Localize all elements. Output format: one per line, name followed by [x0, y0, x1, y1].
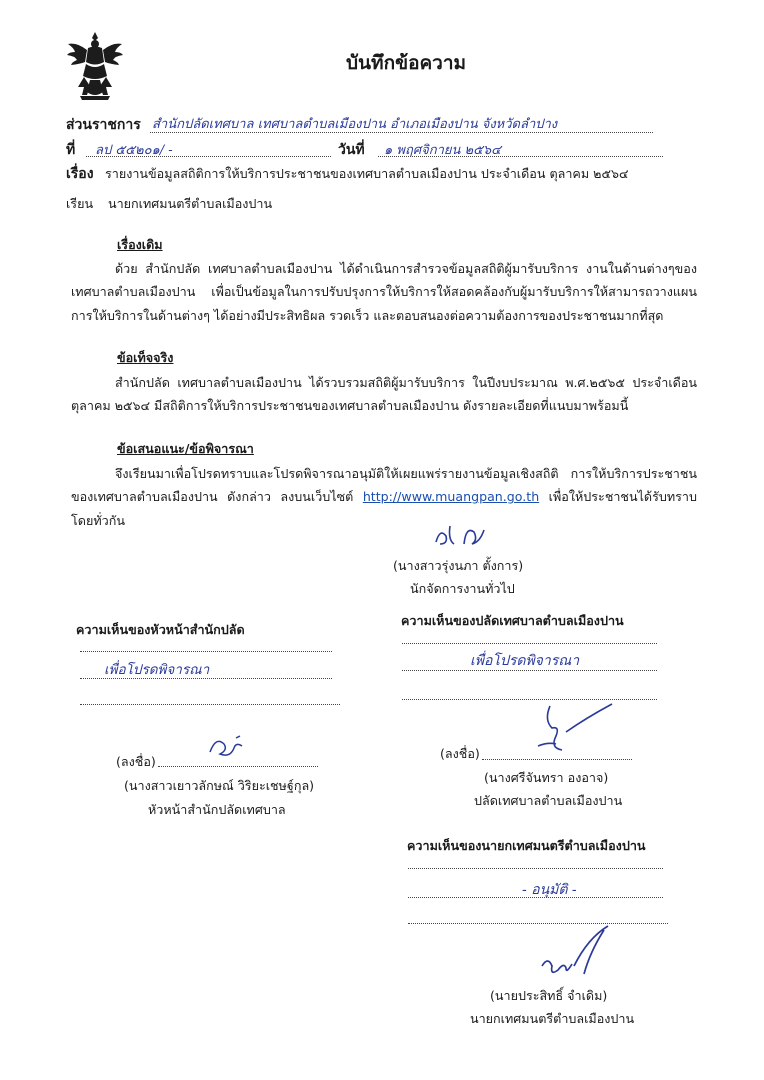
deputy-position: ปลัดเทศบาลตำบลเมืองปาน [474, 793, 623, 808]
website-link[interactable]: http://www.muangpan.go.th [362, 489, 540, 505]
office-head-name: (นางสาวเยาวลักษณ์ วิริยะเชษฐ์กุล) [124, 778, 315, 793]
subject-value: รายงานข้อมูลสถิติการให้บริการประชาชนของเทศบาลตำบลเมืองปาน ประจำเดือน ตุลาคม ๒๕๖๔ [105, 166, 629, 181]
facts-paragraph [71, 371, 697, 418]
facts-heading: ข้อเท็จจริง [117, 350, 174, 365]
author-position: นักจัดการงานทั่วไป [410, 581, 515, 596]
agency-label: ส่วนราชการ [66, 117, 141, 133]
mayor-name: (นายประสิทธิ์ จำเดิม) [490, 988, 608, 1003]
to-label: เรียน [66, 196, 94, 211]
ref-label: ที่ [66, 142, 76, 158]
proposal-text-2: เพื่อให้ประชาชนได้รับทราบ โดยทั่วกัน [71, 489, 697, 528]
deputy-name: (นางศรีจันทรา องอาจ) [484, 770, 609, 785]
deputy-heading: ความเห็นของปลัดเทศบาลตำบลเมืองปาน [401, 613, 624, 628]
background-text: ด้วย สำนักปลัด เทศบาลตำบลเมืองปาน ได้ดำเนินการสำรวจข้อมูลสถิติผู้มารับบริการ งานในด้านต่างๆของเทศบาลตำบลเมืองปาน เพื่อเป็นข้อมูลในการปรับปรุงการให้บริการให้สอดคล้องกับผู้มารับบริการให้สามารถวางแผนการให้บริการในด้านต่างๆ ได้อย่างมีประสิทธิผล รวดเร็ว และตอบสนองต่อความต้องการของประชาชนมากที่สุด [71, 261, 697, 323]
deputy-sign-label: (ลงชื่อ) [440, 746, 480, 761]
office-head-position: หัวหน้าสำนักปลัดเทศบาล [148, 802, 286, 817]
subject-label: เรื่อง [66, 166, 94, 182]
date-label: วันที่ [338, 142, 365, 158]
author-signature-icon [430, 520, 494, 554]
office-head-sign-label: (ลงชื่อ) [116, 754, 156, 769]
ref-value: ลป ๕๕๒๐๑/ - [95, 143, 173, 158]
proposal-paragraph [71, 462, 697, 532]
date-value: ๑ พฤศจิกายน ๒๕๖๔ [384, 143, 501, 158]
proposal-text-1: จึงเรียนมาเพื่อโปรดทราบและโปรดพิจารณาอนุมัติให้เผยแพร่รายงานข้อมูลเชิงสถิติ การให้บริการประชาชนของเทศบาลตำบลเมืองปาน ดังกล่าว ลงบนเว็บไซต์ [71, 466, 697, 505]
to-value: นายกเทศมนตรีตำบลเมืองปาน [108, 196, 273, 211]
mayor-handwritten: - อนุมัติ - [522, 882, 577, 898]
author-name: (นางสาวรุ่งนภา ตั้งการ) [393, 558, 524, 573]
office-head-handwritten: เพื่อโปรดพิจารณา [104, 662, 210, 678]
facts-text: สำนักปลัด เทศบาลตำบลเมืองปาน ได้รวบรวมสถิติผู้มารับบริการ ในปีงบประมาณ พ.ศ.๒๕๖๕ ประจำเดือน ตุลาคม ๒๕๖๔ มีสถิติการให้บริการประชาชนของเทศบาลตำบลเมืองปาน ดังรายละเอียดที่แนบมาพร้อมนี้ [71, 375, 697, 414]
mayor-heading: ความเห็นของนายกเทศมนตรีตำบลเมืองปาน [407, 838, 646, 853]
office-head-signature-icon [206, 732, 250, 762]
office-head-heading: ความเห็นของหัวหน้าสำนักปลัด [76, 622, 245, 637]
deputy-signature-icon [532, 700, 616, 754]
background-paragraph [71, 257, 697, 327]
proposal-heading: ข้อเสนอแนะ/ข้อพิจารณา [117, 441, 254, 456]
mayor-signature-icon [534, 924, 616, 980]
memo-title: บันทึกข้อความ [346, 52, 467, 74]
agency-value: สำนักปลัดเทศบาล เทศบาลตำบลเมืองปาน อำเภอเมืองปาน จังหวัดลำปาง [152, 117, 558, 132]
background-heading: เรื่องเดิม [117, 237, 163, 252]
garuda-emblem-icon [66, 30, 124, 102]
mayor-position: นายกเทศมนตรีตำบลเมืองปาน [470, 1011, 635, 1026]
deputy-handwritten: เพื่อโปรดพิจารณา [470, 653, 580, 669]
